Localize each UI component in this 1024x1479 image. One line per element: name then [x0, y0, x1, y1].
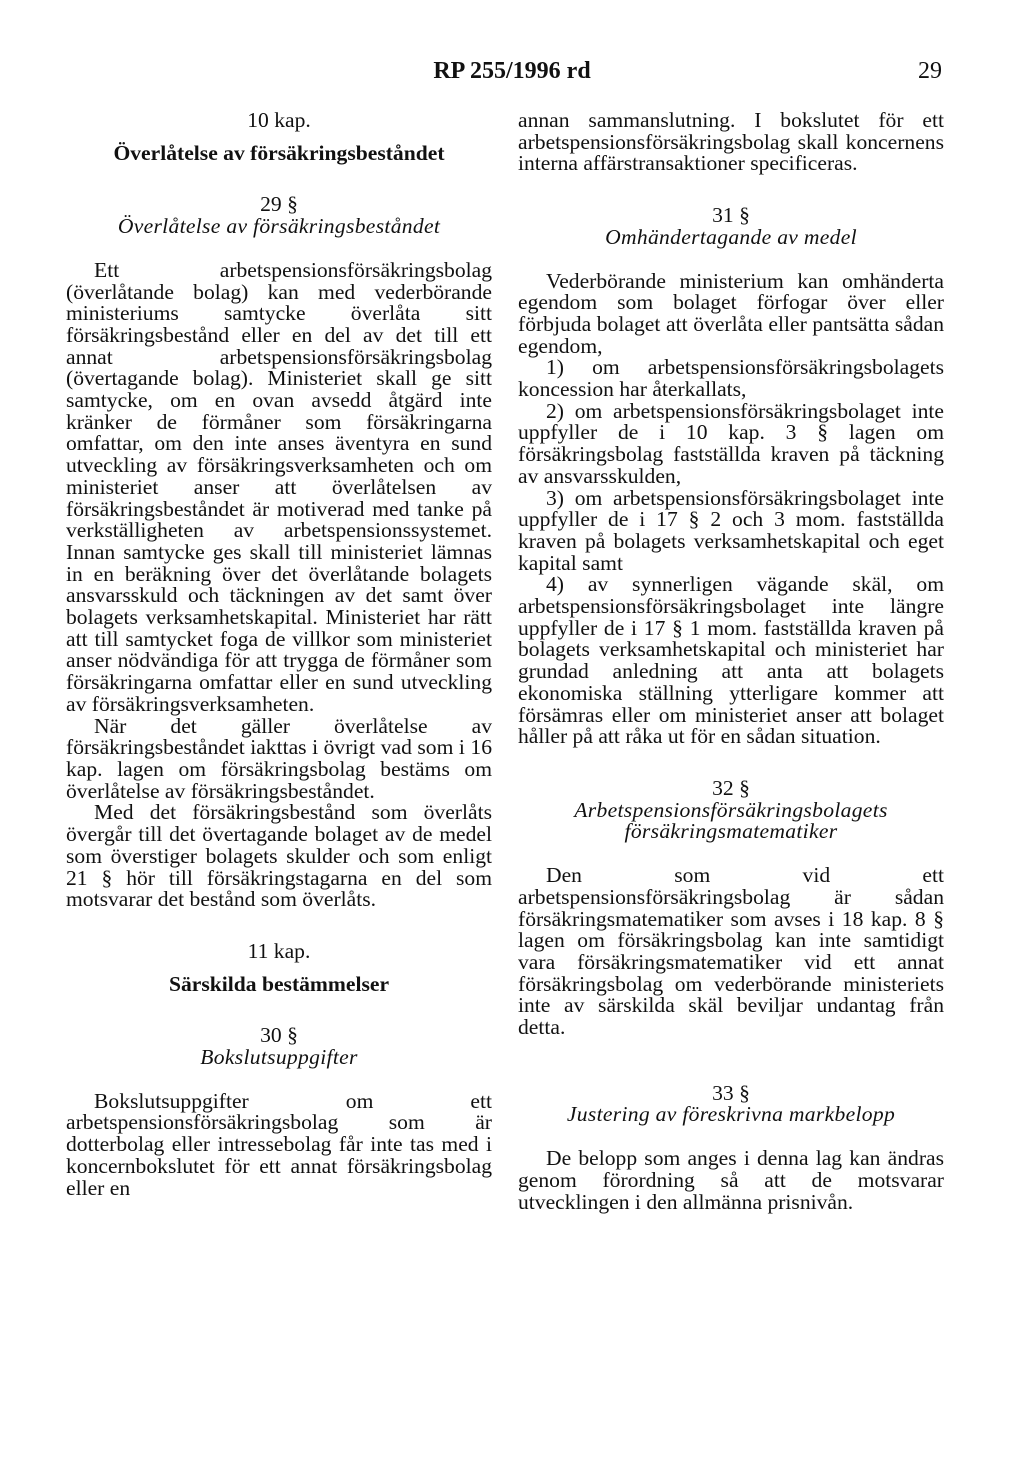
page-number: 29 — [918, 58, 942, 84]
section-32-number: 32 § — [712, 775, 750, 800]
section-30-continued: annan sammanslutning. I bokslutet för ett arbetspensionsförsäkringsbolag skall koncernens interna affärstransaktioner specificeras. — [518, 108, 944, 176]
chapter-10-title: Överlåtelse av försäkringsbeståndet — [113, 140, 445, 165]
section-31-item-1: 1) om arbetspensionsförsäkringsbolagets koncession har återkallats, — [518, 355, 944, 402]
section-31-title: Omhändertagande av medel — [605, 224, 857, 249]
section-33-number: 33 § — [712, 1080, 750, 1105]
section-29-paragraph-2: När det gäller överlåtelse av försäkringsbeståndet iakttas i övrigt vad som i 16 kap. lagen om försäkringsbolag bestäms om överlåtelse av försäkringsbeståndet. — [66, 713, 492, 803]
chapter-10-number: 10 kap. — [247, 108, 311, 132]
section-33-paragraph-1: De belopp som anges i denna lag kan ändras genom förordning så att de motsvarar utvecklingen i den allmänna prisnivån. — [518, 1146, 944, 1214]
section-32-title-line-1: Arbetspensionsförsäkringsbolagets — [574, 797, 888, 822]
section-30-number: 30 § — [260, 1023, 298, 1048]
left-column — [66, 110, 492, 1199]
section-33-title: Justering av föreskrivna markbelopp — [566, 1102, 896, 1127]
right-column — [518, 110, 944, 1213]
section-30-title: Bokslutsuppgifter — [200, 1045, 358, 1070]
section-31-item-3: 3) om arbetspensionsförsäkringsbolaget inte uppfyller de i 17 § 2 och 3 mom. fastställda kraven på bolagets verksamhetskapital och eget kapital samt — [518, 485, 944, 575]
section-29-paragraph-1: Ett arbetspensionsförsäkringsbolag (överlåtande bolag) kan med vederbörande ministeriums samtycke överlåta sitt försäkringsbestånd eller en del av det till ett annat arbetspensionsförsäkringsbolag (övertagande bolag). Ministeriet skall ge sitt samtycke, om en ovan avsedd åtgärd inte kränker de förmåner som försäkringarna omfattar, om den inte anses äventyra en sund utveckling av försäkringsverksamheten och om ministeriet anser att överlåtelsen av försäkringsbeståndet är motiverad med tanke på verkställigheten av arbetspensionssystemet. Innan samtycke ges skall till ministeriet lämnas in en beräkning över det överlåtande bolagets ansvarsskuld och täckningen av det samt över bolagets verksamhetskapital. Ministeriet har rätt att till samtycket foga de villkor som ministeriet anser nödvändiga för att trygga de förmåner som försäkringarna omfattar eller en sund utveckling av försäkringsverksamheten. — [66, 257, 492, 716]
section-31-item-4: 4) av synnerligen vägande skäl, om arbetspensionsförsäkringsbolaget inte längre uppfyller de i 17 § 1 mom. fastställda kraven på bolagets verksamhetskapital och ministeriet har grundad anledning att anta att bolagets ekonomiska ställning ytterligare kommer att försämras eller om ministeriet anser att bolaget håller på att råka ut för en sådan situation. — [518, 572, 944, 749]
section-31-item-2: 2) om arbetspensionsförsäkringsbolaget inte uppfyller de i 10 kap. 3 § lagen om försäkringsbolag fastställda kraven på täckning av ansvarsskulden, — [518, 398, 944, 488]
section-31-intro: Vederbörande ministerium kan omhänderta egendom som bolaget förfogar över eller förbjuda bolaget att överlåta eller pantsätta sådan egendom, — [518, 268, 944, 358]
document-reference: RP 255/1996 rd — [433, 58, 591, 84]
section-30-paragraph-1: Bokslutsuppgifter om ett arbetspensionsförsäkringsbolag som är dotterbolag eller intressebolag får inte tas med i koncernbokslutet för ett annat försäkringsbolag eller en — [66, 1088, 492, 1200]
chapter-11-title: Särskilda bestämmelser — [168, 971, 390, 996]
section-32-paragraph-1: Den som vid ett arbetspensionsförsäkringsbolag är sådan försäkringsmatematiker som avses i 18 kap. 8 § lagen om försäkringsbolag kan inte samtidigt vara försäkringsmatematiker vid ett annat försäkringsbolag om vederbörande ministeriets inte av särskilda skäl beviljar undantag från detta. — [518, 863, 944, 1040]
section-29-number: 29 § — [260, 192, 298, 217]
section-31-number: 31 § — [712, 203, 750, 228]
chapter-11-number: 11 kap. — [247, 938, 311, 963]
page-header — [0, 58, 1024, 92]
section-29-title: Överlåtelse av försäkringsbeståndet — [117, 214, 441, 239]
section-29-paragraph-3: Med det försäkringsbestånd som överlåts övergår till det övertagande bolaget av de medel som överstiger bolagets skulder och som enligt 21 § hör till försäkringstagarna en del som motsvarar det bestånd som överlåts. — [66, 800, 492, 912]
section-32-title-line-2: försäkringsmatematiker — [624, 819, 838, 844]
